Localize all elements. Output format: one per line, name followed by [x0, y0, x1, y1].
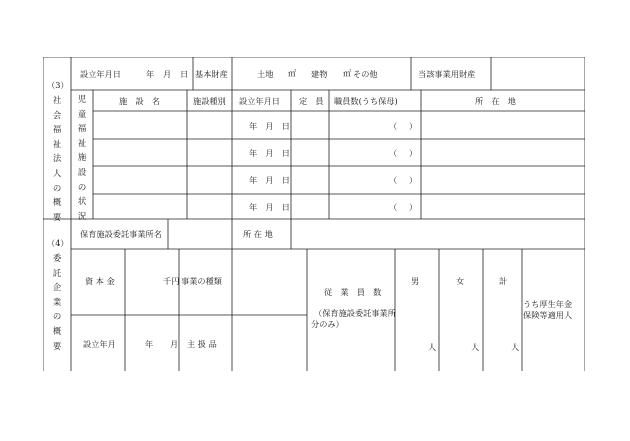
facilities-side-label: 児 童 福 祉 施 設 の 状 況	[77, 94, 87, 221]
section4-number: （4）	[47, 238, 69, 248]
company-established-label: 設立年月	[83, 339, 116, 349]
building-label: 建物	[311, 69, 328, 79]
year-unit: 年	[146, 69, 155, 79]
pension-label-line1: うち厚生年金	[523, 299, 573, 309]
location-header: 所 在 地	[475, 96, 516, 106]
employees-note-line2: 分のみ）	[311, 319, 344, 329]
facility-row-paren-close: ）	[409, 202, 418, 212]
business-property-label: 当該事業用財産	[418, 69, 476, 79]
section4-label: 委 託 企 業 の 概 要	[52, 253, 62, 351]
application-form	[43, 57, 585, 371]
female-count-unit: 人	[471, 342, 480, 352]
facility-row-paren-close: ）	[409, 121, 418, 131]
facility-row-paren-open: （	[389, 175, 398, 185]
day-unit: 日	[180, 69, 189, 79]
employees-label: 従 業 員 数	[324, 287, 382, 297]
office-name-label: 保育施設委託事業所名	[80, 229, 162, 239]
company-month-unit: 月	[170, 339, 179, 349]
male-label: 男	[411, 276, 420, 286]
land-label: 土地	[257, 69, 274, 79]
facility-type-header: 施設種別	[193, 96, 226, 106]
building-sqm-unit: ㎡	[343, 68, 352, 78]
other-label: その他	[353, 69, 378, 79]
land-sqm-unit: ㎡	[288, 68, 297, 78]
staff-header: 職員数(うち保母)	[334, 96, 398, 106]
total-label: 計	[499, 276, 508, 286]
facility-established-header: 設立年月日	[239, 96, 280, 106]
office-location-label: 所 在 地	[243, 229, 273, 239]
facility-row-date: 年 月 日	[249, 121, 290, 131]
male-count-unit: 人	[428, 342, 437, 352]
facility-row-paren-close: ）	[409, 175, 418, 185]
established-date-label: 設立年月日	[80, 69, 121, 79]
basic-property-label: 基本財産	[195, 69, 228, 79]
facility-row-paren-close: ）	[409, 148, 418, 158]
pension-label-line2: 保険等適用人	[523, 310, 573, 320]
section3-label: 社 会 福 祉 法 人 の 概 要	[52, 95, 62, 222]
month-unit: 月	[163, 69, 172, 79]
capital-label: 資 本 金	[85, 276, 115, 286]
facility-row-date: 年 月 日	[249, 148, 290, 158]
employees-note-line1: （保育施設委託事業所	[314, 308, 396, 318]
business-type-label: 事業の種類	[181, 276, 222, 286]
company-year-unit: 年	[145, 339, 154, 349]
total-count-unit: 人	[511, 342, 520, 352]
facility-row-paren-open: （	[389, 202, 398, 212]
section3-number: （3）	[47, 80, 69, 90]
facility-row-date: 年 月 日	[249, 175, 290, 185]
capital-unit: 千円	[163, 276, 180, 286]
facility-row-paren-open: （	[389, 148, 398, 158]
capacity-header: 定 員	[299, 96, 324, 106]
facility-row-date: 年 月 日	[249, 202, 290, 212]
female-label: 女	[456, 276, 465, 286]
facility-name-header: 施 設 名	[119, 96, 160, 106]
facility-row-paren-open: （	[389, 121, 398, 131]
main-product-label: 主 扱 品	[187, 339, 217, 349]
